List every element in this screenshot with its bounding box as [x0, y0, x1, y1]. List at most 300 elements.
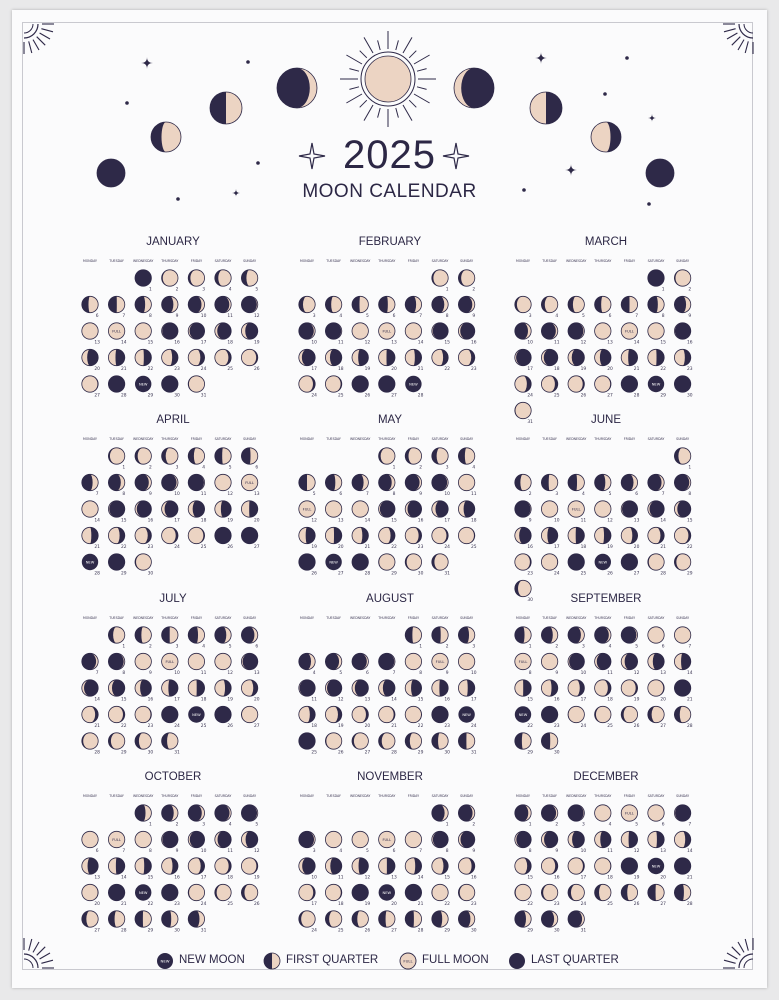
weekday-label: THURSDAY	[161, 794, 179, 798]
day-number: 18	[227, 340, 233, 346]
day-moon	[188, 627, 205, 650]
weekday-label: FRIDAY	[407, 616, 420, 620]
last-quarter-icon	[509, 953, 525, 969]
day-moon	[541, 680, 559, 703]
day-number: 6	[255, 465, 259, 471]
day-number: 4	[202, 644, 205, 650]
day-number: 5	[312, 491, 316, 497]
day-number: 14	[660, 518, 666, 524]
day-moon	[379, 733, 397, 756]
day-number: 10	[554, 518, 560, 524]
new-moon-badge: NEW	[329, 560, 338, 565]
day-number: 15	[527, 875, 533, 881]
weekday-label: MONDAY	[516, 259, 530, 263]
weekday-label: MONDAY	[516, 794, 530, 798]
month-calendar	[82, 259, 260, 398]
day-number: 1	[688, 465, 692, 471]
day-moon	[188, 474, 206, 497]
weekday-label: WEDNESDAY	[350, 794, 371, 798]
day-moon	[432, 270, 449, 293]
weekday-label: WEDNESDAY	[133, 794, 154, 798]
day-moon	[299, 680, 317, 703]
day-number: 4	[608, 822, 612, 828]
weekday-label: THURSDAY	[378, 259, 396, 263]
day-moon	[299, 858, 317, 881]
full-moon-badge: FULL	[382, 329, 392, 334]
day-number: 21	[121, 366, 127, 372]
header-decoration	[97, 31, 674, 206]
month-calendar	[299, 259, 477, 398]
day-number: 13	[338, 518, 344, 524]
day-moon	[674, 527, 692, 550]
day-number: 30	[147, 750, 154, 756]
day-number: 4	[228, 822, 232, 828]
weekday-label: SATURDAY	[647, 437, 665, 441]
day-number: 27	[391, 928, 397, 934]
day-moon	[135, 474, 152, 497]
weekday-label: TUESDAY	[109, 437, 124, 441]
day-number: 24	[471, 723, 477, 729]
day-moon	[108, 733, 126, 756]
weekday-label: WEDNESDAY	[133, 259, 154, 263]
day-moon	[379, 680, 397, 703]
day-moon	[82, 858, 100, 881]
day-number: 15	[444, 340, 450, 346]
day-moon	[162, 680, 180, 703]
day-moon	[595, 376, 613, 399]
day-moon	[432, 501, 450, 524]
day-moon	[621, 349, 639, 372]
day-moon	[162, 858, 180, 881]
day-moon	[215, 805, 232, 828]
day-number: 22	[527, 723, 533, 729]
day-moon	[379, 831, 396, 854]
day-number: 12	[364, 875, 371, 881]
weekday-label: THURSDAY	[594, 794, 612, 798]
day-moon	[82, 349, 100, 372]
month-calendar	[515, 437, 693, 603]
day-moon	[432, 733, 450, 756]
day-number: 16	[444, 697, 450, 703]
day-number: 1	[445, 287, 449, 293]
day-number: 12	[607, 518, 613, 524]
month-name: MAY	[377, 414, 403, 426]
weekday-label: SATURDAY	[647, 794, 665, 798]
day-moon	[379, 448, 396, 471]
day-number: 20	[391, 366, 397, 372]
day-number: 12	[227, 670, 233, 676]
day-number: 18	[200, 697, 207, 703]
day-moon	[379, 323, 397, 346]
day-number: 2	[555, 644, 559, 650]
day-moon	[621, 376, 639, 399]
day-number: 17	[554, 544, 560, 550]
day-moon	[82, 884, 100, 907]
weekday-label: FRIDAY	[407, 794, 420, 798]
day-number: 5	[228, 465, 232, 471]
day-number: 26	[633, 723, 640, 729]
day-moon	[241, 448, 258, 471]
day-moon	[432, 680, 450, 703]
new-moon-badge: NEW	[138, 382, 148, 387]
day-moon	[405, 376, 423, 399]
day-number: 21	[660, 544, 666, 550]
day-moon	[621, 706, 639, 729]
day-moon	[648, 831, 666, 854]
day-number: 12	[227, 491, 233, 497]
calendar-subtitle: MOON CALENDAR	[302, 181, 477, 202]
day-moon	[108, 554, 126, 577]
day-number: 7	[392, 670, 396, 676]
weekday-label: SUNDAY	[676, 794, 690, 798]
day-number: 27	[633, 571, 640, 577]
day-moon	[82, 733, 100, 756]
day-moon	[648, 323, 666, 346]
day-moon	[568, 627, 585, 650]
day-number: 1	[122, 644, 126, 650]
day-moon	[595, 706, 613, 729]
day-moon	[162, 653, 180, 676]
day-number: 11	[471, 491, 477, 497]
weekday-label: SATURDAY	[431, 437, 449, 441]
day-number: 5	[635, 644, 638, 650]
day-moon	[458, 627, 475, 650]
day-moon	[674, 349, 692, 372]
day-moon	[621, 323, 639, 346]
weekday-label: MONDAY	[300, 616, 314, 620]
day-moon	[188, 831, 206, 854]
day-number: 11	[338, 340, 344, 346]
weekday-label: SATURDAY	[431, 259, 449, 263]
day-number: 21	[417, 366, 424, 372]
day-moon	[188, 349, 206, 372]
day-moon	[674, 474, 691, 497]
month-calendar	[299, 437, 477, 576]
day-moon	[352, 296, 369, 319]
new-moon-badge: NEW	[85, 560, 95, 565]
day-number: 16	[554, 697, 560, 703]
day-moon	[541, 376, 559, 399]
day-moon	[215, 296, 233, 319]
day-number: 24	[311, 393, 317, 399]
day-moon	[352, 653, 369, 676]
day-moon	[621, 296, 638, 319]
day-number: 10	[580, 848, 587, 854]
day-number: 16	[417, 518, 424, 524]
weekday-label: THURSDAY	[161, 437, 179, 441]
day-moon	[405, 680, 423, 703]
day-moon	[648, 527, 666, 550]
day-number: 14	[94, 697, 100, 703]
day-moon	[568, 805, 585, 828]
day-number: 15	[121, 518, 127, 524]
day-number: 9	[419, 491, 422, 497]
day-number: 5	[366, 313, 369, 319]
day-number: 31	[471, 750, 477, 756]
day-number: 8	[528, 670, 532, 676]
day-number: 2	[688, 287, 692, 293]
day-moon	[108, 627, 125, 650]
day-number: 14	[687, 848, 693, 854]
day-moon	[568, 376, 586, 399]
day-number: 5	[608, 491, 612, 497]
day-number: 14	[417, 340, 424, 346]
day-number: 16	[174, 875, 180, 881]
day-number: 3	[175, 465, 179, 471]
day-moon	[162, 349, 180, 372]
day-number: 19	[364, 366, 371, 372]
day-number: 17	[174, 518, 180, 524]
day-moon	[135, 805, 152, 828]
day-number: 1	[445, 822, 449, 828]
day-moon	[299, 527, 317, 550]
day-number: 22	[444, 901, 450, 907]
day-number: 9	[472, 313, 476, 319]
day-moon	[135, 706, 153, 729]
day-moon	[188, 805, 205, 828]
day-number: 13	[660, 670, 666, 676]
day-number: 31	[200, 393, 207, 399]
day-moon	[405, 448, 422, 471]
weekday-label: MONDAY	[516, 437, 530, 441]
corner-sun-icon	[723, 938, 753, 968]
day-number: 28	[121, 393, 127, 399]
day-number: 19	[580, 366, 587, 372]
day-number: 2	[445, 644, 449, 650]
day-moon	[82, 376, 100, 399]
day-moon	[648, 653, 666, 676]
day-number: 12	[338, 697, 344, 703]
day-moon	[432, 448, 449, 471]
day-moon	[135, 884, 153, 907]
day-number: 2	[419, 465, 422, 471]
day-number: 2	[472, 822, 476, 828]
day-moon	[405, 296, 422, 319]
day-number: 24	[444, 544, 450, 550]
day-moon	[299, 554, 317, 577]
day-number: 9	[445, 670, 449, 676]
day-number: 21	[687, 875, 693, 881]
day-number: 13	[633, 518, 640, 524]
weekday-label: SATURDAY	[214, 259, 232, 263]
day-number: 14	[94, 518, 100, 524]
day-moon	[82, 323, 100, 346]
full-moon-badge: FULL	[518, 659, 528, 664]
day-moon	[82, 680, 100, 703]
day-number: 14	[121, 340, 127, 346]
month-name: APRIL	[156, 414, 190, 426]
dot-icon	[246, 60, 250, 64]
star-icon	[141, 57, 153, 69]
day-number: 12	[633, 670, 640, 676]
weekday-label: MONDAY	[83, 259, 97, 263]
day-number: 23	[174, 366, 180, 372]
day-moon	[458, 349, 476, 372]
corner-sun-icon	[24, 938, 54, 968]
day-moon	[515, 554, 533, 577]
day-number: 16	[147, 518, 154, 524]
day-number: 27	[94, 393, 100, 399]
day-number: 17	[580, 697, 587, 703]
day-moon	[674, 376, 692, 399]
day-number: 17	[471, 697, 477, 703]
day-number: 18	[471, 518, 477, 524]
day-number: 28	[94, 571, 100, 577]
day-moon	[299, 653, 316, 676]
day-number: 18	[607, 697, 613, 703]
day-number: 18	[311, 723, 317, 729]
day-number: 6	[366, 670, 369, 676]
day-number: 1	[149, 287, 152, 293]
day-number: 31	[200, 928, 207, 934]
weekday-label: SATURDAY	[431, 794, 449, 798]
day-number: 8	[688, 491, 692, 497]
phase-moon-icon	[210, 92, 242, 124]
new-moon-badge: NEW	[409, 382, 418, 387]
day-moon	[82, 527, 100, 550]
day-number: 27	[391, 393, 397, 399]
day-number: 15	[527, 697, 533, 703]
day-number: 28	[687, 901, 693, 907]
day-moon	[674, 270, 691, 293]
star-icon	[535, 52, 547, 64]
day-moon	[541, 296, 558, 319]
day-moon	[458, 884, 476, 907]
weekday-label: FRIDAY	[190, 794, 203, 798]
day-number: 7	[635, 313, 638, 319]
day-number: 22	[417, 723, 424, 729]
day-moon	[325, 733, 343, 756]
day-moon	[162, 323, 180, 346]
day-moon	[299, 706, 317, 729]
weekday-label: SATURDAY	[647, 616, 665, 620]
day-number: 10	[527, 340, 533, 346]
day-number: 18	[607, 875, 613, 881]
dot-icon	[603, 92, 607, 96]
day-number: 12	[633, 848, 640, 854]
day-moon	[299, 376, 317, 399]
day-moon	[108, 527, 126, 550]
day-number: 7	[419, 313, 422, 319]
day-moon	[299, 323, 317, 346]
day-number: 19	[254, 340, 260, 346]
day-number: 25	[311, 750, 317, 756]
day-number: 6	[661, 822, 665, 828]
day-number: 8	[445, 313, 449, 319]
month-name: JULY	[159, 593, 187, 605]
day-number: 29	[660, 393, 666, 399]
day-number: 17	[200, 340, 207, 346]
star-icon	[648, 114, 656, 122]
day-moon	[568, 911, 586, 934]
day-moon	[108, 858, 126, 881]
day-number: 7	[419, 848, 422, 854]
day-moon	[352, 884, 370, 907]
month-calendar	[515, 616, 693, 755]
day-moon	[432, 653, 449, 676]
weekday-label: WEDNESDAY	[566, 616, 587, 620]
full-moon-badge: FULL	[625, 811, 634, 816]
weekday-label: SATURDAY	[214, 616, 232, 620]
day-number: 3	[555, 491, 559, 497]
full-moon-badge: FULL	[625, 329, 634, 334]
day-moon	[162, 270, 179, 293]
day-number: 14	[687, 670, 693, 676]
day-moon	[215, 448, 232, 471]
day-number: 18	[554, 366, 560, 372]
weekday-label: FRIDAY	[407, 437, 420, 441]
day-moon	[595, 527, 613, 550]
new-moon-badge: NEW	[651, 864, 661, 869]
day-number: 29	[444, 928, 450, 934]
day-number: 25	[227, 901, 233, 907]
weekday-label: THURSDAY	[378, 616, 396, 620]
day-number: 26	[364, 393, 371, 399]
day-moon	[108, 349, 126, 372]
day-moon	[621, 831, 639, 854]
day-moon	[241, 296, 259, 319]
day-number: 5	[582, 313, 585, 319]
day-moon	[215, 474, 233, 497]
day-number: 5	[366, 848, 369, 854]
weekday-label: SUNDAY	[460, 616, 474, 620]
weekday-label: TUESDAY	[542, 259, 557, 263]
day-number: 11	[311, 697, 317, 703]
day-moon	[299, 349, 317, 372]
day-moon	[162, 911, 180, 934]
day-moon	[405, 911, 423, 934]
day-moon	[325, 376, 343, 399]
day-number: 15	[147, 340, 154, 346]
day-moon	[568, 527, 586, 550]
day-number: 29	[687, 571, 693, 577]
day-moon	[215, 653, 233, 676]
weekday-label: TUESDAY	[326, 259, 341, 263]
day-number: 28	[660, 571, 666, 577]
day-number: 5	[255, 287, 259, 293]
day-number: 30	[554, 928, 560, 934]
day-number: 8	[122, 491, 126, 497]
day-moon	[648, 296, 665, 319]
day-number: 28	[391, 750, 397, 756]
day-number: 25	[338, 928, 344, 934]
day-number: 24	[554, 571, 560, 577]
day-number: 24	[580, 723, 587, 729]
day-number: 20	[254, 518, 260, 524]
weekday-label: SUNDAY	[460, 794, 474, 798]
weekday-label: MONDAY	[83, 794, 97, 798]
day-number: 24	[174, 723, 180, 729]
day-number: 19	[227, 518, 233, 524]
day-number: 12	[580, 340, 587, 346]
day-number: 14	[391, 697, 397, 703]
day-number: 26	[633, 901, 640, 907]
day-number: 11	[338, 875, 344, 881]
day-moon	[405, 706, 423, 729]
day-number: 29	[527, 750, 533, 756]
day-moon	[325, 653, 342, 676]
weekday-label: SUNDAY	[243, 794, 257, 798]
day-moon	[215, 831, 233, 854]
full-moon-badge: FULL	[302, 507, 312, 512]
day-number: 3	[445, 465, 449, 471]
day-moon	[108, 474, 125, 497]
day-moon	[432, 323, 450, 346]
day-number: 28	[417, 928, 424, 934]
day-moon	[621, 554, 639, 577]
weekday-label: SUNDAY	[676, 259, 690, 263]
day-number: 27	[254, 723, 260, 729]
